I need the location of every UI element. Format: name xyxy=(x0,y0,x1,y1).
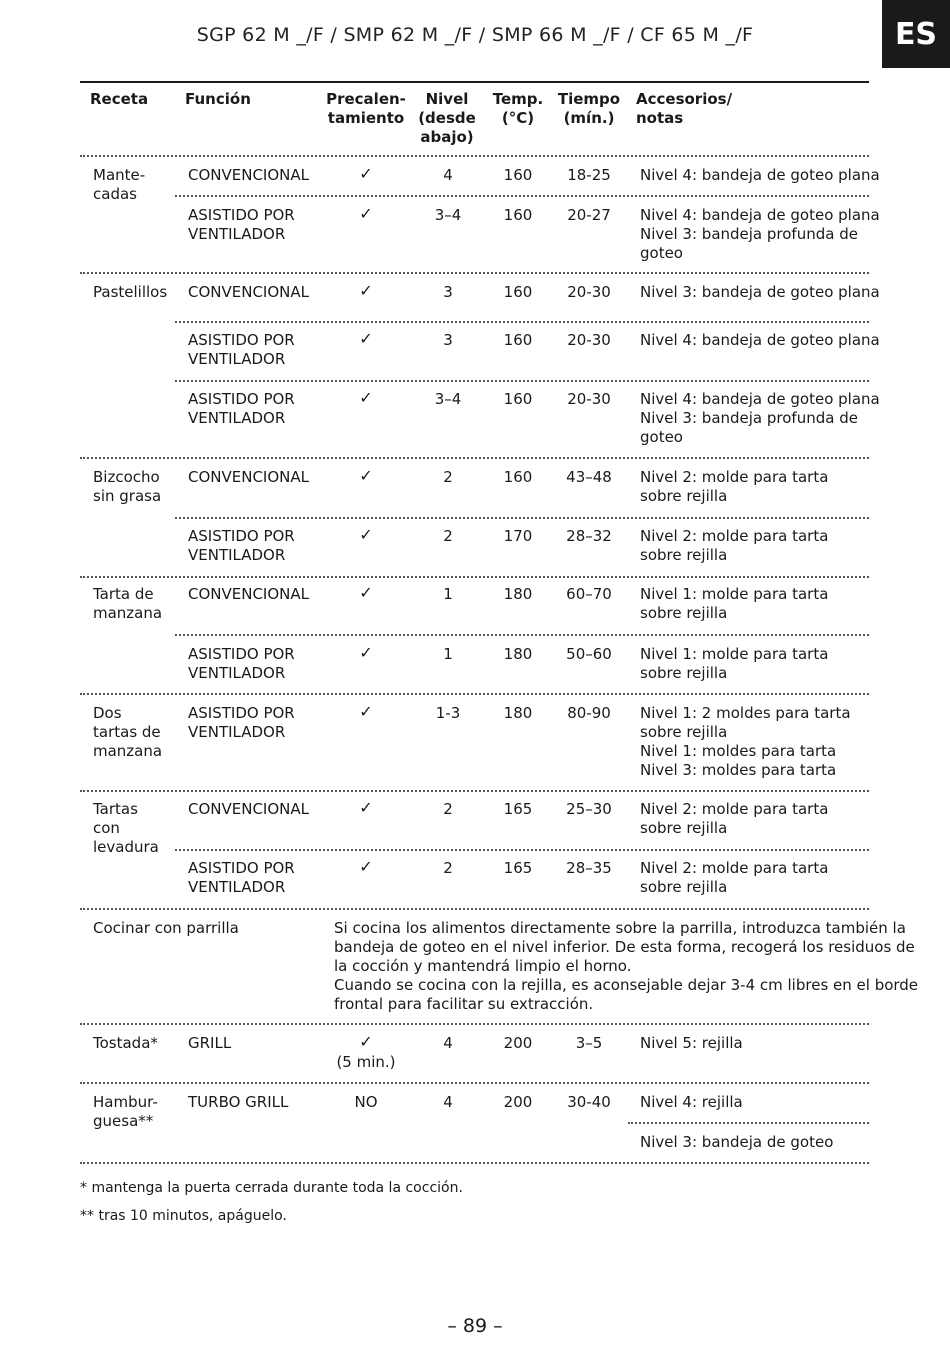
preheat-check-icon: ✓ xyxy=(359,329,373,348)
preheat-check-icon: ✓ xyxy=(359,388,373,407)
preheat-note: (5 min.) xyxy=(336,1053,396,1071)
accessories-note: sobre rejilla xyxy=(640,819,728,837)
function-name: ASISTIDO POR xyxy=(188,390,295,408)
function-name: CONVENCIONAL xyxy=(188,166,310,184)
level-value: 3–4 xyxy=(434,206,462,224)
level-value: 2 xyxy=(443,800,453,818)
col-funcion: Función xyxy=(185,90,251,108)
function-name: VENTILADOR xyxy=(188,350,286,368)
accessories-note: sobre rejilla xyxy=(640,723,728,741)
recipe-name: Pastelillos xyxy=(93,283,168,301)
table-bottom-rule xyxy=(80,1162,869,1164)
row-separator xyxy=(80,457,869,459)
recipe-name: Tarta de xyxy=(93,585,154,603)
function-name: CONVENCIONAL xyxy=(188,283,310,301)
preheat-check-icon: ✓ xyxy=(359,643,373,662)
function-name: CONVENCIONAL xyxy=(188,468,310,486)
temperature-value: 160 xyxy=(503,468,533,486)
function-name: CONVENCIONAL xyxy=(188,585,310,603)
row-separator xyxy=(80,272,869,274)
recipe-name: Dos xyxy=(93,704,122,722)
col-nivel: Nivel (desde abajo) xyxy=(418,90,476,146)
time-value: 60–70 xyxy=(566,585,612,603)
function-name: ASISTIDO POR xyxy=(188,527,295,545)
temperature-value: 180 xyxy=(503,585,533,603)
temperature-value: 160 xyxy=(503,390,533,408)
temperature-value: 160 xyxy=(503,283,533,301)
time-value: 18-25 xyxy=(567,166,611,184)
page-number: – 89 – xyxy=(447,1315,503,1337)
level-value: 4 xyxy=(443,166,453,184)
accessories-note: Nivel 2: molde para tarta xyxy=(640,859,829,877)
function-name: VENTILADOR xyxy=(188,409,286,427)
recipe-name: Hambur- xyxy=(93,1093,158,1111)
col-tiempo: Tiempo (mín.) xyxy=(557,90,621,127)
recipe-name: cadas xyxy=(93,185,137,203)
accessories-note: Nivel 4: rejilla xyxy=(640,1093,743,1111)
function-name: VENTILADOR xyxy=(188,664,286,682)
row-separator xyxy=(628,1122,869,1124)
grill-cooking-text: Cuando se cocina con la rejilla, es aconsejable dejar 3-4 cm libres en el borde xyxy=(334,976,919,994)
col-receta: Receta xyxy=(90,90,149,108)
function-name: ASISTIDO POR xyxy=(188,704,295,722)
function-name: ASISTIDO POR xyxy=(188,331,295,349)
function-name: ASISTIDO POR xyxy=(188,645,295,663)
temperature-value: 160 xyxy=(503,166,533,184)
row-separator xyxy=(175,321,869,323)
grill-cooking-label: Cocinar con parrilla xyxy=(93,919,239,937)
row-separator xyxy=(80,1082,869,1084)
function-name: VENTILADOR xyxy=(188,546,286,564)
recipe-name: sin grasa xyxy=(93,487,162,505)
temperature-value: 160 xyxy=(503,331,533,349)
time-value: 20-30 xyxy=(567,390,611,408)
recipe-name: guesa** xyxy=(93,1112,154,1130)
preheat-check-icon: ✓ xyxy=(359,164,373,183)
level-value: 3 xyxy=(443,331,453,349)
accessories-note: Nivel 1: moldes para tarta xyxy=(640,742,837,760)
temperature-value: 180 xyxy=(503,645,533,663)
accessories-note: sobre rejilla xyxy=(640,546,728,564)
time-value: 3–5 xyxy=(575,1034,603,1052)
accessories-note: Nivel 2: molde para tarta xyxy=(640,527,829,545)
page-header-title: SGP 62 M _/F / SMP 62 M _/F / SMP 66 M _/F / CF 65 M _/F xyxy=(196,24,754,46)
level-value: 2 xyxy=(443,859,453,877)
col-temp: Temp. (°C) xyxy=(492,90,544,127)
preheat-value: NO xyxy=(354,1093,378,1111)
preheat-check-icon: ✓ xyxy=(359,525,373,544)
accessories-note: sobre rejilla xyxy=(640,604,728,622)
level-value: 4 xyxy=(443,1034,453,1052)
preheat-check-icon: ✓ xyxy=(359,702,373,721)
footnote-1: * mantenga la puerta cerrada durante toda la cocción. xyxy=(80,1180,463,1196)
level-value: 3–4 xyxy=(434,390,462,408)
accessories-note: sobre rejilla xyxy=(640,487,728,505)
function-name: GRILL xyxy=(188,1034,232,1052)
row-separator xyxy=(175,517,869,519)
time-value: 80-90 xyxy=(567,704,611,722)
function-name: CONVENCIONAL xyxy=(188,800,310,818)
preheat-check-icon: ✓ xyxy=(359,204,373,223)
function-name: VENTILADOR xyxy=(188,878,286,896)
accessories-note: Nivel 4: bandeja de goteo plana xyxy=(640,390,880,408)
accessories-note: Nivel 1: molde para tarta xyxy=(640,585,829,603)
time-value: 43–48 xyxy=(566,468,612,486)
row-separator xyxy=(80,908,869,910)
recipe-name: Bizcocho xyxy=(93,468,160,486)
accessories-note: Nivel 3: bandeja de goteo xyxy=(640,1133,834,1151)
accessories-note: sobre rejilla xyxy=(640,878,728,896)
table-top-rule xyxy=(80,81,869,83)
recipe-name: manzana xyxy=(93,742,163,760)
level-value: 1-3 xyxy=(435,704,461,722)
level-value: 1 xyxy=(443,585,453,603)
level-value: 4 xyxy=(443,1093,453,1111)
footnote-2: ** tras 10 minutos, apáguelo. xyxy=(80,1208,287,1224)
recipe-name: Mante- xyxy=(93,166,146,184)
col-accesorios: Accesorios/ notas xyxy=(636,90,733,127)
level-value: 2 xyxy=(443,527,453,545)
level-value: 2 xyxy=(443,468,453,486)
preheat-check-icon: ✓ xyxy=(359,798,373,817)
accessories-note: Nivel 1: molde para tarta xyxy=(640,645,829,663)
accessories-note: Nivel 4: bandeja de goteo plana xyxy=(640,331,880,349)
temperature-value: 165 xyxy=(503,859,533,877)
accessories-note: Nivel 1: 2 moldes para tarta xyxy=(640,704,851,722)
grill-cooking-text: bandeja de goteo en el nivel inferior. De esta forma, recogerá los residuos de xyxy=(334,938,915,956)
temperature-value: 200 xyxy=(503,1093,533,1111)
row-separator xyxy=(80,155,869,157)
row-separator xyxy=(80,693,869,695)
preheat-check-icon: ✓ xyxy=(359,281,373,300)
preheat-check-icon: ✓ xyxy=(359,1032,373,1051)
accessories-note: Nivel 5: rejilla xyxy=(640,1034,743,1052)
function-name: ASISTIDO POR xyxy=(188,206,295,224)
row-separator xyxy=(80,1023,869,1025)
temperature-value: 200 xyxy=(503,1034,533,1052)
accessories-note: Nivel 2: molde para tarta xyxy=(640,800,829,818)
temperature-value: 165 xyxy=(503,800,533,818)
accessories-note: Nivel 4: bandeja de goteo plana xyxy=(640,206,880,224)
table-header xyxy=(80,90,869,150)
col-precalentamiento: Precalen- tamiento xyxy=(326,90,406,127)
preheat-check-icon: ✓ xyxy=(359,583,373,602)
function-name: ASISTIDO POR xyxy=(188,859,295,877)
recipe-name: tartas de xyxy=(93,723,161,741)
recipe-name: levadura xyxy=(93,838,159,856)
time-value: 20-27 xyxy=(567,206,611,224)
accessories-note: Nivel 4: bandeja de goteo plana xyxy=(640,166,880,184)
accessories-note: Nivel 3: bandeja de goteo plana xyxy=(640,283,880,301)
time-value: 28–35 xyxy=(566,859,612,877)
row-separator xyxy=(175,195,869,197)
time-value: 30-40 xyxy=(567,1093,611,1111)
accessories-note: Nivel 3: bandeja profunda de xyxy=(640,409,858,427)
row-separator xyxy=(175,849,869,851)
time-value: 25–30 xyxy=(566,800,612,818)
time-value: 50–60 xyxy=(566,645,612,663)
accessories-note: goteo xyxy=(640,428,683,446)
row-separator xyxy=(80,576,869,578)
accessories-note: Nivel 2: molde para tarta xyxy=(640,468,829,486)
function-name: TURBO GRILL xyxy=(188,1093,289,1111)
preheat-check-icon: ✓ xyxy=(359,857,373,876)
function-name: VENTILADOR xyxy=(188,723,286,741)
recipe-name: Tartas xyxy=(93,800,138,818)
grill-cooking-text: frontal para facilitar su extracción. xyxy=(334,995,594,1013)
time-value: 20-30 xyxy=(567,283,611,301)
row-separator xyxy=(80,790,869,792)
row-separator xyxy=(175,634,869,636)
time-value: 28–32 xyxy=(566,527,612,545)
function-name: VENTILADOR xyxy=(188,225,286,243)
preheat-check-icon: ✓ xyxy=(359,466,373,485)
accessories-note: Nivel 3: bandeja profunda de xyxy=(640,225,858,243)
accessories-note: Nivel 3: moldes para tarta xyxy=(640,761,837,779)
level-value: 1 xyxy=(443,645,453,663)
grill-cooking-text: Si cocina los alimentos directamente sobre la parrilla, introduzca también la xyxy=(334,919,906,937)
temperature-value: 170 xyxy=(503,527,533,545)
temperature-value: 180 xyxy=(503,704,533,722)
row-separator xyxy=(175,380,869,382)
accessories-note: goteo xyxy=(640,244,683,262)
accessories-note: sobre rejilla xyxy=(640,664,728,682)
temperature-value: 160 xyxy=(503,206,533,224)
language-badge: ES xyxy=(882,0,950,68)
recipe-name: manzana xyxy=(93,604,163,622)
recipe-name: Tostada* xyxy=(93,1034,158,1052)
time-value: 20-30 xyxy=(567,331,611,349)
level-value: 3 xyxy=(443,283,453,301)
recipe-name: con xyxy=(93,819,120,837)
grill-cooking-text: la cocción y mantendrá limpio el horno. xyxy=(334,957,632,975)
